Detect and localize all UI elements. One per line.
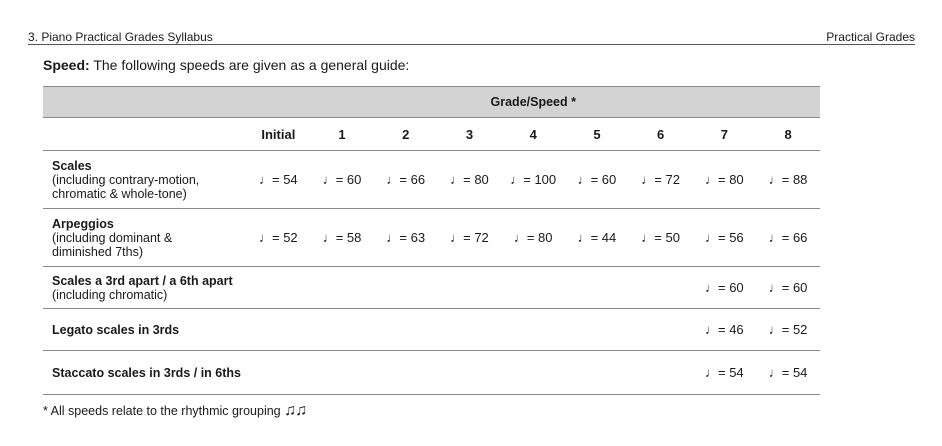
speed-cell (629, 351, 693, 395)
intro-label: Speed: (43, 57, 90, 73)
speed-cell: ♩= 60 (692, 267, 756, 309)
row-title: Staccato scales in 3rds / in 6ths (52, 365, 241, 380)
grade-header-row (43, 118, 820, 151)
speed-table (43, 86, 820, 395)
speed-cell (374, 309, 438, 351)
column-header: 6 (629, 118, 693, 151)
table-row (43, 309, 820, 351)
speed-cell: ♩= 60 (310, 151, 374, 209)
row-label (43, 309, 246, 351)
column-header: 5 (565, 118, 629, 151)
speed-cell: ♩= 100 (501, 151, 565, 209)
footnote (43, 402, 306, 420)
speed-cell: ♩= 56 (692, 209, 756, 267)
table-row (43, 209, 820, 267)
speed-cell: ♩= 60 (756, 267, 820, 309)
speed-cell (438, 267, 502, 309)
speed-cell (629, 267, 693, 309)
row-label (43, 267, 246, 309)
speed-cell (501, 351, 565, 395)
column-header: 7 (692, 118, 756, 151)
header-divider (28, 44, 915, 45)
column-header: 4 (501, 118, 565, 151)
column-header: 1 (310, 118, 374, 151)
table-row (43, 351, 820, 395)
speed-cell (246, 351, 310, 395)
speed-cell: ♩= 66 (756, 209, 820, 267)
speed-cell (310, 309, 374, 351)
intro-body: The following speeds are given as a general guide: (89, 57, 410, 73)
row-label (43, 351, 246, 395)
speed-cell: ♩= 80 (438, 151, 502, 209)
speed-cell: ♩= 54 (756, 351, 820, 395)
row-title: Arpeggios (52, 216, 114, 231)
speed-cell (246, 309, 310, 351)
speed-cell: ♩= 54 (246, 151, 310, 209)
speed-cell (310, 351, 374, 395)
speed-cell (501, 267, 565, 309)
speed-cell (374, 351, 438, 395)
column-header: 3 (438, 118, 502, 151)
table-row (43, 151, 820, 209)
intro-text (43, 57, 409, 73)
speed-cell: ♩= 52 (756, 309, 820, 351)
speed-cell (565, 309, 629, 351)
row-subtitle: (including dominant & diminished 7ths) (52, 230, 173, 259)
speed-cell: ♩= 63 (374, 209, 438, 267)
row-subtitle: (including chromatic) (52, 287, 168, 302)
speed-cell: ♩= 72 (629, 151, 693, 209)
speed-cell: ♩= 66 (374, 151, 438, 209)
speed-cell: ♩= 50 (629, 209, 693, 267)
row-label (43, 209, 246, 267)
speed-cell: ♩= 88 (756, 151, 820, 209)
speed-cell: ♩= 72 (438, 209, 502, 267)
column-header: 8 (756, 118, 820, 151)
speed-cell: ♩= 54 (692, 351, 756, 395)
row-subtitle: (including contrary-motion, chromatic & whole-tone) (52, 172, 200, 201)
section-category: Practical Grades (826, 30, 915, 44)
speed-cell (246, 267, 310, 309)
speed-cell (438, 309, 502, 351)
row-label (43, 151, 246, 209)
speed-cell (565, 267, 629, 309)
grade-speed-header: Grade/Speed * (246, 87, 820, 118)
column-header: 2 (374, 118, 438, 151)
speed-cell (438, 351, 502, 395)
speed-cell (310, 267, 374, 309)
table-row (43, 267, 820, 309)
speed-cell: ♩= 44 (565, 209, 629, 267)
speed-cell: ♩= 46 (692, 309, 756, 351)
speed-cell: ♩= 80 (501, 209, 565, 267)
speed-cell: ♩= 52 (246, 209, 310, 267)
speed-cell (374, 267, 438, 309)
row-title: Scales (52, 158, 92, 173)
group-header-row (43, 87, 820, 118)
speed-cell (565, 351, 629, 395)
row-title: Scales a 3rd apart / a 6th apart (52, 273, 233, 288)
speed-cell (629, 309, 693, 351)
speed-cell: ♩= 60 (565, 151, 629, 209)
column-header: Initial (246, 118, 310, 151)
section-title: 3. Piano Practical Grades Syllabus (28, 30, 213, 44)
speed-cell: ♩= 80 (692, 151, 756, 209)
speed-cell: ♩= 58 (310, 209, 374, 267)
speed-cell (501, 309, 565, 351)
rhythm-grouping-icon: ♫♫ (284, 402, 307, 419)
footnote-text: * All speeds relate to the rhythmic grouping (43, 404, 285, 418)
row-title: Legato scales in 3rds (52, 322, 180, 337)
